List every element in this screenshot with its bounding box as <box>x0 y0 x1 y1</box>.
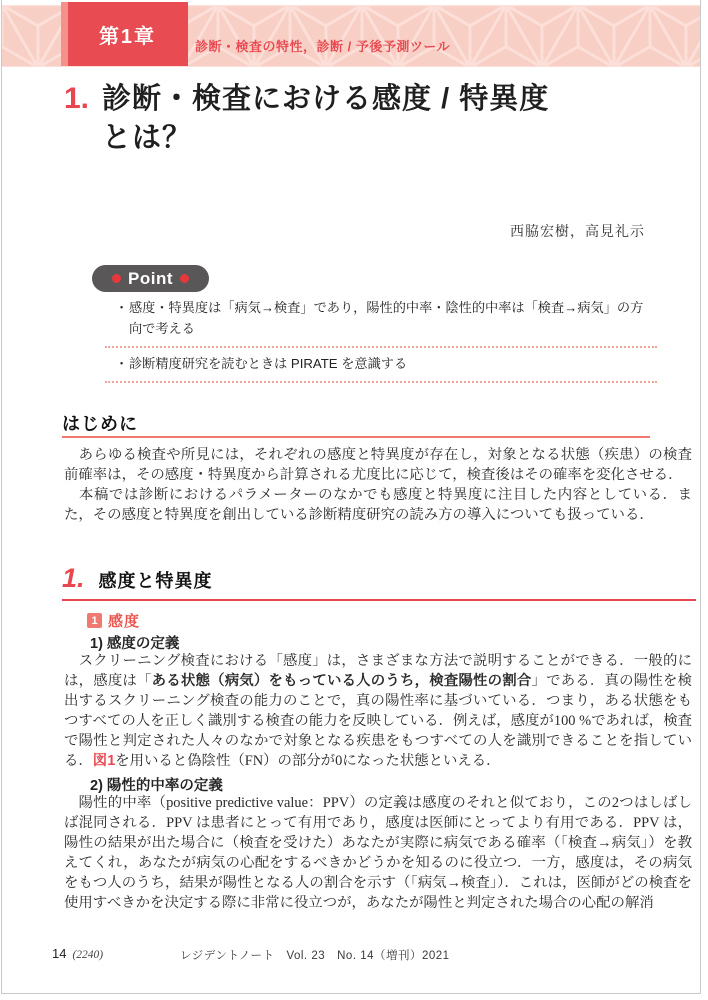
section1-heading-rule <box>62 599 696 601</box>
bullet-marker: ・ <box>115 300 129 315</box>
point-item-text: 感度・特異度は「病気→検査」であり，陽性的中率・陰性的中率は「検査→病気」の方向で考える <box>129 300 644 336</box>
article-title <box>64 80 549 158</box>
point-label: Point <box>128 268 173 288</box>
page-number: 14 <box>52 946 67 961</box>
page-number-block <box>52 946 103 961</box>
point-badge <box>92 265 209 292</box>
chapter-label: 第1章 <box>98 25 157 48</box>
intro-heading-rule <box>62 436 650 438</box>
section1-title: 感度と特異度 <box>98 571 213 591</box>
point-dot-left-icon <box>112 274 121 283</box>
point-list <box>105 292 657 383</box>
intro-paragraph-1: あらゆる検査や所見には，それぞれの感度と特異度が存在し，対象となる状態（疾患）の検査前確率は，その感度・特異度から計算される尤度比に応じて，検査後はその確率を変化させる． <box>64 447 692 483</box>
point-item <box>105 292 657 348</box>
authors: 西脇宏樹，高見礼示 <box>510 223 645 239</box>
section1-number: 1. <box>62 563 85 593</box>
point-item <box>105 348 657 383</box>
section1-heading <box>62 563 213 594</box>
subsection-number-badge: 1 <box>87 613 102 628</box>
definition2-paragraph: 陽性的中率（positive predictive value：PPV）の定義は感度のそれと似ており，この2つはしばしば混同される．PPV は患者にとって有用であり，感度は医師にとってより有用である．PPV は，陽性の結果が出た場合に（検査を受けた）あなたが実際に病気である確率（「検査→病気」）を教えてくれ，あなたが病気の心配をするべきかどうかを知るのに役立つ．一方，感度は，その病気をもつ人のうち，結果が陽性となる人の割合を示す（「病気→検査」）．これは，医師がどの検査を使用すべきかを決定する際に非常に役立つが，あなたが陽性と判定された場合の心配の解消 <box>64 795 692 911</box>
intro-paragraph-2: 本稿では診断におけるパラメーターのなかでも感度と特異度に注目した内容としている．また，その感度と特異度を創出している診断精度研究の読み方の導入についても扱っている． <box>64 487 692 523</box>
intro-body <box>64 445 692 525</box>
definition1-heading: 1) 感度の定義 <box>90 636 180 652</box>
article-title-line2: とは？ <box>102 122 193 154</box>
intro-heading: はじめに <box>62 414 138 434</box>
subsection-label: 感度 <box>108 613 141 630</box>
chapter-badge <box>61 2 188 66</box>
chapter-subtitle: 診断・検査の特性，診断 / 予後予測ツール <box>195 39 451 54</box>
book-page <box>1 0 701 994</box>
article-title-number: 1. <box>64 82 90 115</box>
definition1-paragraph: スクリーニング検査における「感度」は，さまざまな方法で説明することができる．一般的には，感度は「ある状態（病気）をもっている人のうち，検査陽性の割合」である．真の陽性を検出するスクリーニング検査の能力のことで，真の陽性率に基づいている．つまり，ある状態をもつすべての人を正しく識別する検査の能力を反映している．例えば，感度が100 %であれば，検査で陽性と判定された人々のなかで対象となる疾患をもつすべての人を識別できることを指している．図1を用いると偽陰性（FN）の部分が0になった状態といえる． <box>64 653 692 769</box>
subsection-sensitivity <box>87 610 140 631</box>
folio-number: (2240) <box>72 949 104 961</box>
journal-footer: レジデントノート Vol. 23 No. 14（増刊）2021 <box>180 950 450 962</box>
chapter-badge-stripe <box>61 2 68 66</box>
point-dot-right-icon <box>180 274 189 283</box>
definition2-heading: 2) 陽性的中率の定義 <box>90 778 223 794</box>
article-title-line1: 診断・検査における感度 / 特異度 <box>102 83 550 115</box>
bullet-marker: ・ <box>115 356 129 371</box>
article-title-text <box>102 80 549 158</box>
point-item-text: 診断精度研究を読むときは PIRATE を意識する <box>129 356 408 371</box>
